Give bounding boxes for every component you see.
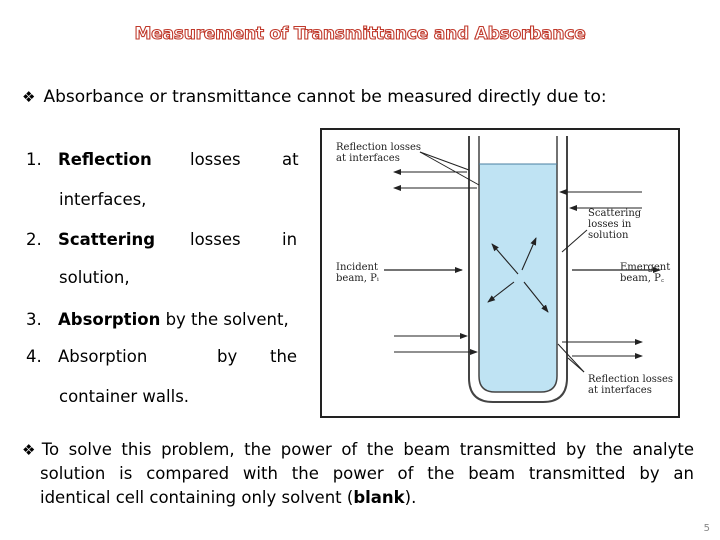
reflection-label-pointer — [558, 344, 584, 372]
diamond-bullet-icon: ❖ — [22, 441, 40, 459]
figure-label-reflection-top: Reflection losses at interfaces — [336, 142, 422, 164]
figure-label-incident: Incident beam, Pᵢ — [336, 262, 379, 284]
figure-label-emergent: Emergent beam, P꜀ — [620, 262, 671, 284]
conclusion-text: ). — [404, 488, 417, 507]
solution-fill — [479, 164, 557, 392]
blank-term: blank — [353, 488, 405, 507]
intro-text: Absorbance or transmittance cannot be measured directly due to: — [43, 87, 607, 107]
conclusion-line — [22, 486, 694, 510]
slide-title: Measurement of Transmittance and Absorbance — [134, 24, 586, 44]
conclusion-line: solution is compared with the power of the beam transmitted by an — [40, 464, 694, 483]
conclusion-line — [22, 438, 694, 462]
conclusion-text: identical cell containing only solvent ( — [40, 488, 354, 507]
list-number: 2. — [26, 230, 42, 249]
reflection-label-pointer — [420, 152, 479, 185]
list-term: Scattering — [58, 230, 156, 249]
list-number: 4. — [26, 347, 42, 366]
list-number: 3. — [26, 310, 42, 329]
cuvette-diagram — [320, 128, 680, 418]
page-number: 5 — [703, 523, 710, 534]
list-item-absorption-solvent — [26, 310, 289, 329]
list-word: the — [270, 347, 298, 366]
list-continuation: solution, — [59, 268, 130, 287]
figure-label-scattering: Scattering losses in solution — [588, 208, 642, 241]
intro-line — [22, 87, 607, 107]
list-term: Reflection — [58, 150, 152, 169]
conclusion-text: To solve this problem, the power of the beam transmitted by the analyte — [41, 440, 694, 459]
list-word: losses — [190, 150, 241, 169]
list-word: by — [217, 347, 238, 366]
list-item-scattering — [26, 230, 155, 249]
reflection-label-pointer — [568, 358, 584, 372]
conclusion-paragraph — [22, 438, 694, 510]
list-word: losses — [190, 230, 241, 249]
list-word: at — [282, 150, 299, 169]
list-continuation: interfaces, — [59, 190, 147, 209]
list-word: in — [282, 230, 298, 249]
scatter-label-pointer — [562, 230, 587, 252]
list-term: Absorption — [58, 310, 161, 329]
list-term: Absorption — [58, 347, 148, 366]
list-item-absorption-walls — [26, 347, 147, 366]
list-item-reflection — [26, 150, 152, 169]
list-rest: by the solvent, — [165, 310, 289, 329]
diamond-bullet-icon: ❖ — [22, 88, 36, 106]
reflection-label-pointer — [420, 152, 469, 170]
list-number: 1. — [26, 150, 42, 169]
figure-label-reflection-bottom: Reflection losses at interfaces — [588, 374, 674, 396]
list-continuation: container walls. — [59, 387, 190, 406]
